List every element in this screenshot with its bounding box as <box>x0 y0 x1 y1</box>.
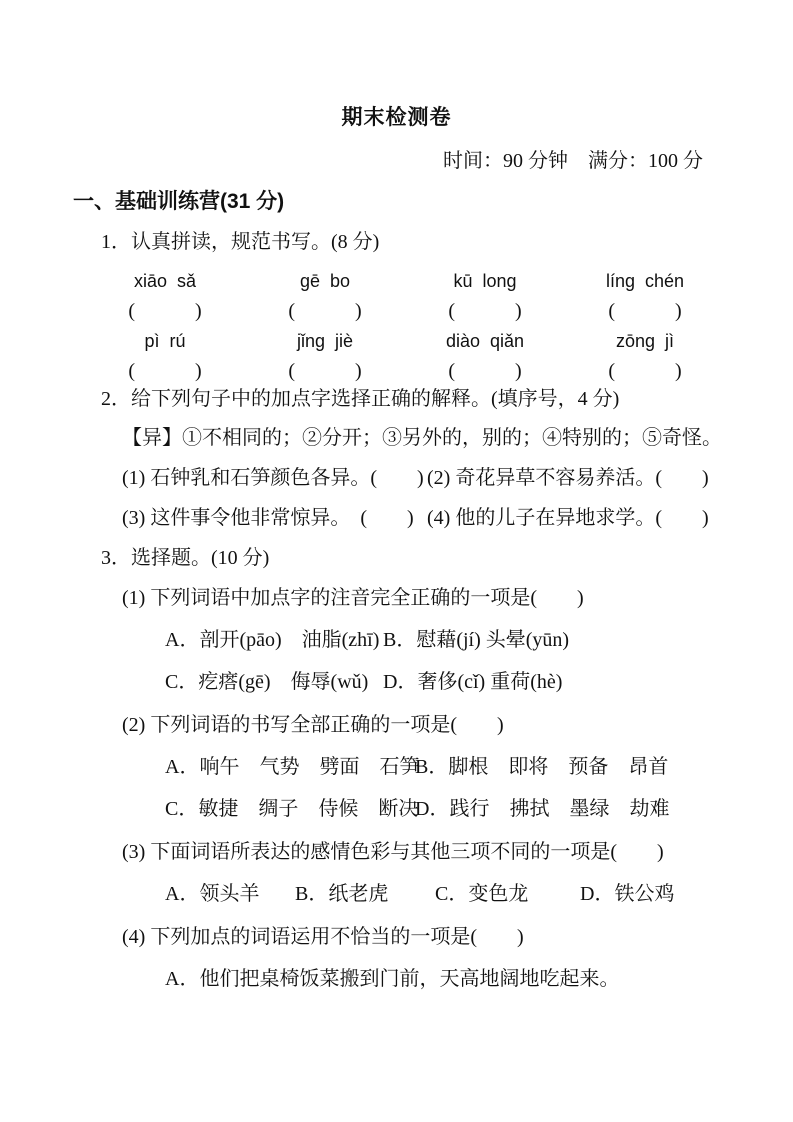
pinyin-word: xiāo sǎ <box>133 271 197 291</box>
q2-sentence-row-1 <box>122 465 793 491</box>
answer-blank: ( ) <box>288 360 362 382</box>
answer-blank: ( ) <box>448 360 522 382</box>
q1-stem: 1．认真拼读，规范书写。(8 分) <box>101 231 380 253</box>
q3-sub3-stem: (3) 下面词语所表达的感情色彩与其他三项不同的一项是( ) <box>122 841 664 863</box>
sentence-item: (1) 石钟乳和石笋颜色各异。( ) <box>122 467 424 489</box>
pinyin-word: diào qiǎn <box>445 331 525 351</box>
pinyin-word: gē bo <box>299 271 351 291</box>
option-item: B．慰藉(jí) 头晕(yūn) <box>383 629 570 651</box>
page-title: 期末检测卷 <box>341 105 452 129</box>
pinyin-word: líng chén <box>605 271 685 291</box>
option-item: B．纸老虎 <box>295 883 389 905</box>
pinyin-row-1 <box>85 268 725 298</box>
q3-sub1-options-row-1 <box>165 627 793 653</box>
q3-sub2-options-row-1 <box>165 754 793 780</box>
answer-blank: ( ) <box>608 300 682 322</box>
pinyin-word: kū long <box>453 271 517 291</box>
q3-sub2-options-row-2 <box>165 796 793 822</box>
answer-blank: ( ) <box>608 360 682 382</box>
option-item: A．他们把桌椅饭菜搬到门前，天高地阔地吃起来。 <box>165 968 620 990</box>
answer-blank: ( ) <box>288 300 362 322</box>
option-item: B．脚根 即将 预备 昂首 <box>415 756 669 778</box>
sentence-item: (2) 奇花异草不容易养活。( ) <box>427 467 709 489</box>
sentence-item: (3) 这件事令他非常惊异。 ( ) <box>122 507 414 529</box>
pinyin-word: jǐng jiè <box>296 331 354 351</box>
pinyin-row-2 <box>85 328 725 358</box>
q3-sub4-options-row <box>165 966 793 992</box>
exam-meta: 时间：90 分钟 满分：100 分 <box>443 150 703 172</box>
q3-sub4-stem: (4) 下列加点的词语运用不恰当的一项是( ) <box>122 926 524 948</box>
q3-sub1-options-row-2 <box>165 669 793 695</box>
q3-sub3-options-row <box>165 881 793 907</box>
answer-blank: ( ) <box>128 300 202 322</box>
pinyin-word: pì rú <box>144 331 186 351</box>
q3-stem: 3．选择题。(10 分) <box>101 547 270 569</box>
q3-sub1-stem: (1) 下列词语中加点字的注音完全正确的一项是( ) <box>122 587 584 609</box>
option-item: A．剖开(pāo) 油脂(zhī) <box>165 629 380 651</box>
answer-blank: ( ) <box>448 300 522 322</box>
pinyin-word: zōng jì <box>615 331 675 351</box>
option-item: A．响午 气势 劈面 石笋 <box>165 756 420 778</box>
q3-sub2-stem: (2) 下列词语的书写全部正确的一项是( ) <box>122 714 504 736</box>
option-item: D．践行 拂拭 墨绿 劫难 <box>415 798 670 820</box>
q2-sentence-row-2 <box>122 505 793 531</box>
q2-stem: 2．给下列句子中的加点字选择正确的解释。(填序号，4 分) <box>101 388 620 410</box>
option-item: C．变色龙 <box>435 883 529 905</box>
blank-row-2 <box>85 358 725 384</box>
option-item: A．领头羊 <box>165 883 260 905</box>
option-item: D．铁公鸡 <box>580 883 675 905</box>
q2-definition: 【异】①不相同的；②分开；③另外的，别的；④特别的；⑤奇怪。 <box>122 427 722 449</box>
option-item: D．奢侈(cǐ) 重荷(hè) <box>383 671 563 693</box>
option-item: C．疙瘩(gē) 侮辱(wǔ) <box>165 671 369 693</box>
blank-row-1 <box>85 298 725 328</box>
section-heading: 一、基础训练营(31 分) <box>73 190 285 213</box>
sentence-item: (4) 他的儿子在异地求学。( ) <box>427 507 709 529</box>
q1-pinyin-block <box>85 268 725 384</box>
answer-blank: ( ) <box>128 360 202 382</box>
option-item: C．敏捷 绸子 侍候 断决 <box>165 798 419 820</box>
